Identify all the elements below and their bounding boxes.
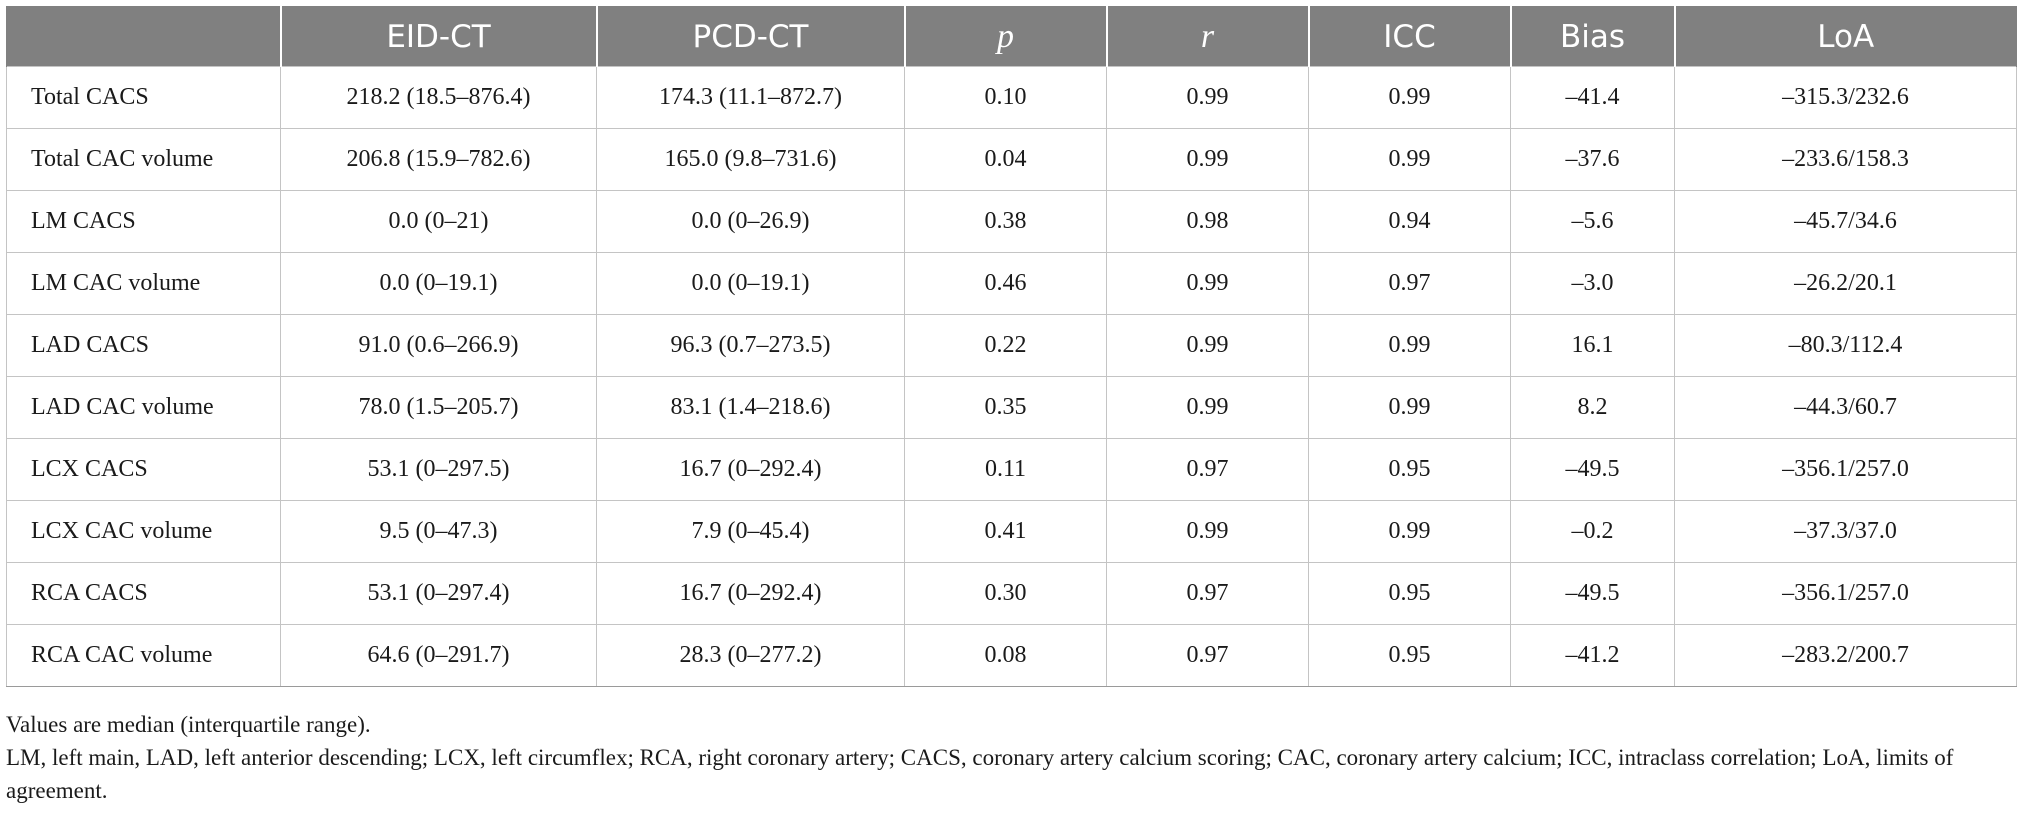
cell-pcd-ct: 16.7 (0–292.4) (597, 563, 905, 625)
header-cell-bias: Bias (1511, 7, 1675, 67)
cell-eid-ct: 64.6 (0–291.7) (281, 625, 597, 687)
cell-bias: –49.5 (1511, 439, 1675, 501)
cell-p: 0.22 (905, 315, 1107, 377)
cell-eid-ct: 91.0 (0.6–266.9) (281, 315, 597, 377)
cell-loa: –356.1/257.0 (1675, 439, 2017, 501)
cell-r: 0.97 (1107, 439, 1309, 501)
cell-icc: 0.95 (1309, 439, 1511, 501)
cell-r: 0.97 (1107, 563, 1309, 625)
header-cell-pcd-ct: PCD-CT (597, 7, 905, 67)
cell-bias: –41.4 (1511, 67, 1675, 129)
cell-pcd-ct: 174.3 (11.1–872.7) (597, 67, 905, 129)
cell-p: 0.41 (905, 501, 1107, 563)
cell-r: 0.99 (1107, 501, 1309, 563)
cell-icc: 0.99 (1309, 501, 1511, 563)
cell-icc: 0.94 (1309, 191, 1511, 253)
table-row (7, 439, 2017, 501)
cell-p: 0.04 (905, 129, 1107, 191)
cell-row-label: RCA CACS (7, 563, 281, 625)
table-row (7, 563, 2017, 625)
cell-bias: –49.5 (1511, 563, 1675, 625)
cell-r: 0.97 (1107, 625, 1309, 687)
cell-p: 0.30 (905, 563, 1107, 625)
cell-row-label: LM CACS (7, 191, 281, 253)
cell-icc: 0.99 (1309, 67, 1511, 129)
cell-p: 0.10 (905, 67, 1107, 129)
cell-icc: 0.99 (1309, 377, 1511, 439)
header-cell-loa: LoA (1675, 7, 2017, 67)
cell-loa: –80.3/112.4 (1675, 315, 2017, 377)
cell-row-label: RCA CAC volume (7, 625, 281, 687)
cell-bias: 16.1 (1511, 315, 1675, 377)
cell-row-label: LAD CACS (7, 315, 281, 377)
cell-r: 0.98 (1107, 191, 1309, 253)
table-row (7, 625, 2017, 687)
cell-icc: 0.99 (1309, 315, 1511, 377)
cell-p: 0.08 (905, 625, 1107, 687)
cell-row-label: LAD CAC volume (7, 377, 281, 439)
cell-p: 0.38 (905, 191, 1107, 253)
cell-row-label: Total CACS (7, 67, 281, 129)
cell-bias: –3.0 (1511, 253, 1675, 315)
cell-loa: –44.3/60.7 (1675, 377, 2017, 439)
cell-p: 0.11 (905, 439, 1107, 501)
cell-r: 0.99 (1107, 129, 1309, 191)
data-table-container (6, 6, 2016, 687)
cell-r: 0.99 (1107, 253, 1309, 315)
footnote-abbreviations: LM, left main, LAD, left anterior descending; LCX, left circumflex; RCA, right coronary artery; CACS, coronary artery calcium scoring; CAC, coronary artery calcium; ICC, intraclass correlation; LoA, limits of agreement. (6, 745, 1954, 803)
cell-row-label: LCX CAC volume (7, 501, 281, 563)
table-row (7, 129, 2017, 191)
footnote-values: Values are median (interquartile range). (6, 712, 371, 737)
cell-pcd-ct: 0.0 (0–26.9) (597, 191, 905, 253)
cell-pcd-ct: 28.3 (0–277.2) (597, 625, 905, 687)
cell-row-label: LM CAC volume (7, 253, 281, 315)
header-row (7, 7, 2017, 67)
cell-pcd-ct: 7.9 (0–45.4) (597, 501, 905, 563)
table-row (7, 67, 2017, 129)
table-row (7, 253, 2017, 315)
header-cell-row-label (7, 7, 281, 67)
cell-loa: –283.2/200.7 (1675, 625, 2017, 687)
cell-p: 0.35 (905, 377, 1107, 439)
cell-pcd-ct: 16.7 (0–292.4) (597, 439, 905, 501)
comparison-table (6, 6, 2017, 687)
cell-loa: –45.7/34.6 (1675, 191, 2017, 253)
cell-icc: 0.95 (1309, 563, 1511, 625)
cell-icc: 0.97 (1309, 253, 1511, 315)
cell-bias: –0.2 (1511, 501, 1675, 563)
header-cell-eid-ct: EID-CT (281, 7, 597, 67)
cell-row-label: LCX CACS (7, 439, 281, 501)
cell-icc: 0.99 (1309, 129, 1511, 191)
cell-pcd-ct: 165.0 (9.8–731.6) (597, 129, 905, 191)
cell-eid-ct: 78.0 (1.5–205.7) (281, 377, 597, 439)
table-row (7, 377, 2017, 439)
cell-r: 0.99 (1107, 67, 1309, 129)
cell-bias: –41.2 (1511, 625, 1675, 687)
cell-bias: –5.6 (1511, 191, 1675, 253)
table-footnotes (6, 708, 2014, 807)
table-row (7, 315, 2017, 377)
cell-loa: –37.3/37.0 (1675, 501, 2017, 563)
cell-eid-ct: 53.1 (0–297.4) (281, 563, 597, 625)
cell-row-label: Total CAC volume (7, 129, 281, 191)
cell-loa: –233.6/158.3 (1675, 129, 2017, 191)
header-cell-p: p (905, 7, 1107, 67)
table-row (7, 501, 2017, 563)
cell-eid-ct: 0.0 (0–19.1) (281, 253, 597, 315)
cell-loa: –315.3/232.6 (1675, 67, 2017, 129)
cell-r: 0.99 (1107, 315, 1309, 377)
cell-pcd-ct: 0.0 (0–19.1) (597, 253, 905, 315)
cell-pcd-ct: 96.3 (0.7–273.5) (597, 315, 905, 377)
cell-p: 0.46 (905, 253, 1107, 315)
cell-eid-ct: 206.8 (15.9–782.6) (281, 129, 597, 191)
header-cell-r: r (1107, 7, 1309, 67)
header-cell-icc: ICC (1309, 7, 1511, 67)
cell-r: 0.99 (1107, 377, 1309, 439)
cell-icc: 0.95 (1309, 625, 1511, 687)
table-row (7, 191, 2017, 253)
cell-bias: –37.6 (1511, 129, 1675, 191)
cell-pcd-ct: 83.1 (1.4–218.6) (597, 377, 905, 439)
cell-eid-ct: 53.1 (0–297.5) (281, 439, 597, 501)
cell-bias: 8.2 (1511, 377, 1675, 439)
cell-eid-ct: 218.2 (18.5–876.4) (281, 67, 597, 129)
cell-loa: –356.1/257.0 (1675, 563, 2017, 625)
cell-loa: –26.2/20.1 (1675, 253, 2017, 315)
cell-eid-ct: 9.5 (0–47.3) (281, 501, 597, 563)
cell-eid-ct: 0.0 (0–21) (281, 191, 597, 253)
